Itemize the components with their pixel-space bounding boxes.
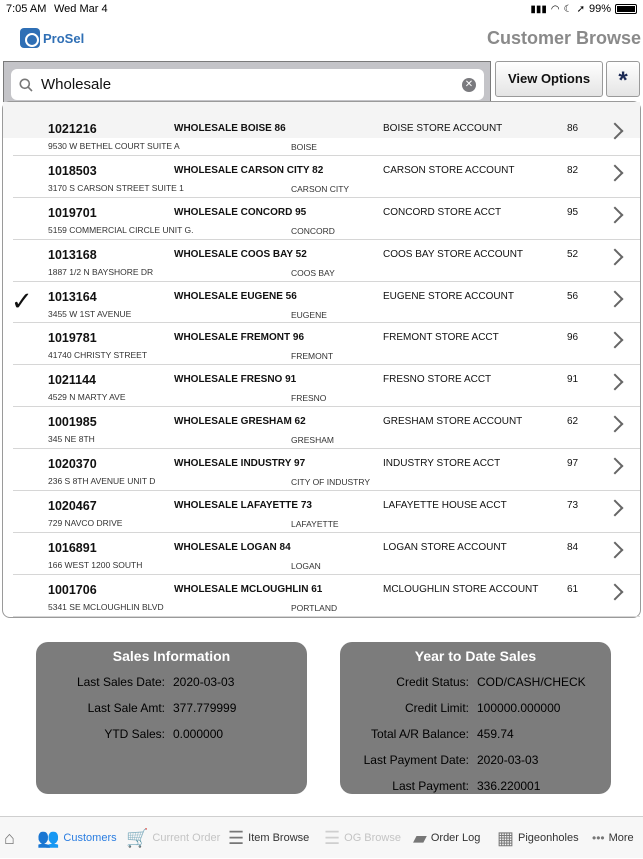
customer-name: WHOLESALE EUGENE 56 bbox=[174, 290, 297, 302]
customer-account: LOGAN STORE ACCOUNT bbox=[383, 541, 507, 553]
tab-item-browse-label: Item Browse bbox=[248, 832, 310, 844]
tab-home[interactable] bbox=[4, 817, 15, 859]
customer-store-number: 96 bbox=[567, 332, 579, 344]
prosel-logo-icon bbox=[20, 28, 40, 48]
customer-number: 1021144 bbox=[48, 373, 96, 388]
chevron-right-icon[interactable] bbox=[607, 583, 624, 600]
chevron-right-icon[interactable] bbox=[607, 500, 624, 517]
customer-store-number: 97 bbox=[567, 458, 579, 470]
sales-information-title: Sales Information bbox=[112, 648, 231, 664]
customer-address: 41740 CHRISTY STREET bbox=[48, 350, 148, 361]
favorites-button[interactable]: * bbox=[606, 61, 640, 97]
chevron-right-icon[interactable] bbox=[607, 374, 624, 391]
search-box[interactable] bbox=[11, 69, 484, 100]
customer-account: EUGENE STORE ACCOUNT bbox=[383, 290, 514, 302]
customers-icon: 👥 bbox=[37, 828, 60, 848]
customer-account: MCLOUGHLIN STORE ACCOUNT bbox=[383, 583, 539, 595]
customer-number: 1001985 bbox=[48, 415, 97, 430]
customer-store-number: 56 bbox=[567, 290, 579, 302]
customer-store-number: 95 bbox=[567, 206, 579, 218]
customer-name: WHOLESALE BOISE 86 bbox=[174, 123, 286, 134]
customer-name: WHOLESALE FRESNO 91 bbox=[174, 374, 297, 386]
sales-information-panel bbox=[36, 642, 307, 794]
status-bar bbox=[0, 0, 643, 18]
customer-name: WHOLESALE CONCORD 95 bbox=[174, 206, 307, 218]
tab-current-order[interactable] bbox=[126, 817, 220, 859]
customer-address: 5341 SE MCLOUGHLIN BLVD bbox=[48, 601, 164, 612]
last-sales-date-value: 2020-03-03 bbox=[173, 675, 235, 689]
moon-icon: ☾ bbox=[563, 3, 573, 15]
tab-order-log-label: Order Log bbox=[430, 832, 481, 844]
customer-address: 4529 N MARTY AVE bbox=[48, 392, 126, 403]
customer-row[interactable] bbox=[13, 365, 640, 407]
battery-percent: 99% bbox=[588, 3, 611, 15]
customer-store-number: 62 bbox=[567, 416, 579, 428]
tab-more[interactable] bbox=[592, 817, 634, 859]
customer-row[interactable] bbox=[13, 407, 640, 449]
customer-row[interactable] bbox=[13, 198, 640, 240]
customer-city: FREMONT bbox=[291, 351, 334, 362]
search-input[interactable] bbox=[41, 76, 461, 93]
customer-number: 1013164 bbox=[48, 289, 97, 304]
credit-status-label: Credit Status: bbox=[396, 675, 469, 689]
total-ar-balance-label: Total A/R Balance: bbox=[370, 727, 469, 741]
customer-number: 1001706 bbox=[48, 582, 97, 597]
customer-number: 1020370 bbox=[48, 457, 97, 472]
customer-store-number: 73 bbox=[567, 500, 579, 512]
customer-store-number: 61 bbox=[567, 583, 579, 595]
customer-number: 1018503 bbox=[48, 163, 97, 178]
selected-checkmark-icon: ✓ bbox=[11, 285, 33, 316]
customer-number: 1019701 bbox=[48, 205, 97, 220]
customer-name: WHOLESALE GRESHAM 62 bbox=[174, 416, 306, 428]
customer-name: WHOLESALE CARSON CITY 82 bbox=[174, 164, 324, 176]
wifi-icon: ◠ bbox=[550, 3, 560, 15]
customer-account: INDUSTRY STORE ACCT bbox=[383, 458, 501, 470]
customer-row[interactable] bbox=[13, 575, 640, 617]
tab-og-browse[interactable] bbox=[324, 817, 401, 859]
customer-city: PORTLAND bbox=[291, 602, 338, 613]
customer-rows bbox=[3, 114, 640, 617]
customer-address: 236 S 8TH AVENUE UNIT D bbox=[48, 476, 156, 487]
customer-city: CITY OF INDUSTRY bbox=[291, 477, 371, 488]
customer-account: BOISE STORE ACCOUNT bbox=[383, 123, 503, 134]
signal-icon: ▮▮▮ bbox=[530, 3, 547, 15]
customer-name: WHOLESALE MCLOUGHLIN 61 bbox=[174, 583, 323, 595]
status-indicators bbox=[530, 3, 637, 15]
customer-account: CARSON STORE ACCOUNT bbox=[383, 164, 515, 176]
last-sales-date-label: Last Sales Date: bbox=[76, 675, 165, 689]
tab-bar bbox=[0, 816, 643, 858]
customer-list bbox=[2, 101, 641, 618]
chevron-right-icon[interactable] bbox=[607, 206, 624, 223]
more-icon: ••• bbox=[592, 831, 605, 845]
cart-icon: 🛒 bbox=[126, 828, 149, 848]
customer-address: 3455 W 1ST AVENUE bbox=[48, 308, 132, 319]
customer-list-scroll[interactable] bbox=[3, 122, 640, 618]
customer-address: 166 WEST 1200 SOUTH bbox=[48, 559, 143, 570]
last-payment-label: Last Payment: bbox=[392, 779, 469, 793]
chevron-right-icon[interactable] bbox=[607, 458, 624, 475]
tab-og-browse-label: OG Browse bbox=[344, 832, 401, 844]
customer-store-number: 84 bbox=[567, 541, 579, 553]
chevron-right-icon[interactable] bbox=[607, 541, 624, 558]
customer-row[interactable] bbox=[13, 323, 640, 365]
tab-pigeonholes-label: Pigeonholes bbox=[518, 832, 579, 844]
status-time: 7:05 AM bbox=[6, 3, 47, 15]
customer-address: 3170 S CARSON STREET SUITE 1 bbox=[48, 182, 184, 193]
last-payment-value: 336.220001 bbox=[477, 779, 541, 793]
customer-name: WHOLESALE FREMONT 96 bbox=[174, 332, 305, 344]
customer-row[interactable] bbox=[13, 282, 640, 324]
app-logo bbox=[20, 28, 84, 48]
customer-account: FRESNO STORE ACCT bbox=[383, 374, 492, 386]
tab-customers[interactable] bbox=[37, 817, 117, 859]
home-icon: ⌂ bbox=[4, 828, 15, 848]
last-payment-date-label: Last Payment Date: bbox=[363, 753, 469, 767]
customer-account: LAFAYETTE HOUSE ACCT bbox=[383, 500, 507, 512]
battery-icon bbox=[615, 4, 637, 14]
last-sale-amt-label: Last Sale Amt: bbox=[87, 701, 165, 715]
customer-address: 729 NAVCO DRIVE bbox=[48, 518, 123, 529]
customer-store-number: 86 bbox=[567, 123, 579, 134]
customer-city: CARSON CITY bbox=[291, 183, 350, 194]
customer-city: LOGAN bbox=[291, 560, 321, 571]
customer-address: 9530 W BETHEL COURT SUITE A bbox=[48, 141, 180, 151]
chevron-right-icon[interactable] bbox=[607, 164, 624, 181]
customer-store-number: 91 bbox=[567, 374, 579, 386]
customer-city: FRESNO bbox=[291, 393, 327, 404]
customer-address: 5159 COMMERCIAL CIRCLE UNIT G. bbox=[48, 224, 194, 235]
customer-account: FREMONT STORE ACCT bbox=[383, 332, 499, 344]
customer-row[interactable] bbox=[13, 114, 640, 156]
chevron-right-icon[interactable] bbox=[607, 123, 624, 140]
customer-account: CONCORD STORE ACCT bbox=[383, 206, 502, 218]
customer-city: BOISE bbox=[291, 142, 317, 152]
credit-limit-label: Credit Limit: bbox=[404, 701, 469, 715]
last-sale-amt-value: 377.779999 bbox=[173, 701, 237, 715]
customer-account: COOS BAY STORE ACCOUNT bbox=[383, 248, 524, 260]
chevron-right-icon[interactable] bbox=[607, 290, 624, 307]
tab-more-label: More bbox=[608, 832, 634, 844]
tab-current-order-label: Current Order bbox=[152, 832, 221, 844]
customer-address: 1887 1/2 N BAYSHORE DR bbox=[48, 266, 154, 277]
ytd-sales-value: 0.000000 bbox=[173, 727, 224, 741]
customer-number: 1020467 bbox=[48, 499, 97, 514]
customer-number: 1021216 bbox=[48, 122, 97, 136]
list-icon: ☰ bbox=[228, 828, 245, 848]
year-to-date-sales-title: Year to Date Sales bbox=[414, 648, 537, 664]
customer-number: 1016891 bbox=[48, 540, 97, 555]
chevron-right-icon[interactable] bbox=[607, 416, 624, 433]
customer-store-number: 52 bbox=[567, 248, 579, 260]
customer-name: WHOLESALE LAFAYETTE 73 bbox=[174, 500, 312, 512]
search-icon bbox=[19, 78, 33, 92]
year-to-date-sales-panel bbox=[340, 642, 611, 794]
customer-number: 1013168 bbox=[48, 247, 97, 262]
customer-name: WHOLESALE INDUSTRY 97 bbox=[174, 458, 306, 470]
customer-row[interactable] bbox=[13, 449, 640, 491]
clear-search-icon[interactable]: ✕ bbox=[462, 78, 476, 92]
last-payment-date-value: 2020-03-03 bbox=[477, 753, 539, 767]
credit-limit-value: 100000.000000 bbox=[477, 701, 561, 715]
tab-order-log[interactable] bbox=[413, 817, 480, 859]
customer-name: WHOLESALE COOS BAY 52 bbox=[174, 248, 307, 260]
og-list-icon: ☰ bbox=[324, 828, 341, 848]
customer-city: LAFAYETTE bbox=[291, 519, 339, 530]
customer-address: 345 NE 8TH bbox=[48, 434, 95, 445]
view-options-button[interactable]: View Options bbox=[495, 61, 603, 97]
logo-text: ProSel bbox=[43, 30, 85, 46]
location-icon: ➚ bbox=[576, 3, 585, 15]
customer-city: CONCORD bbox=[291, 225, 335, 236]
customer-city: COOS BAY bbox=[291, 267, 335, 278]
customer-store-number: 82 bbox=[567, 164, 579, 176]
tab-pigeonholes[interactable] bbox=[497, 817, 579, 859]
tab-customers-label: Customers bbox=[63, 832, 117, 844]
customer-number: 1019781 bbox=[48, 331, 97, 346]
chevron-right-icon[interactable] bbox=[607, 248, 624, 265]
tab-item-browse[interactable] bbox=[228, 817, 309, 859]
customer-account: GRESHAM STORE ACCOUNT bbox=[383, 416, 523, 428]
ytd-sales-label: YTD Sales: bbox=[104, 727, 165, 741]
total-ar-balance-value: 459.74 bbox=[477, 727, 514, 741]
status-date: Wed Mar 4 bbox=[54, 3, 108, 15]
customer-city: EUGENE bbox=[291, 309, 327, 320]
book-icon: ▰ bbox=[413, 828, 427, 848]
customer-row[interactable] bbox=[13, 156, 640, 198]
customer-name: WHOLESALE LOGAN 84 bbox=[174, 541, 291, 553]
chevron-right-icon[interactable] bbox=[607, 332, 624, 349]
page-title: Customer Browse bbox=[486, 28, 641, 48]
customer-city: GRESHAM bbox=[291, 435, 334, 446]
customer-row[interactable] bbox=[13, 240, 640, 282]
grid-icon: ▦ bbox=[497, 828, 515, 848]
customer-row[interactable] bbox=[13, 491, 640, 533]
credit-status-value: COD/CASH/CHECK bbox=[477, 675, 586, 689]
customer-row[interactable] bbox=[13, 533, 640, 575]
